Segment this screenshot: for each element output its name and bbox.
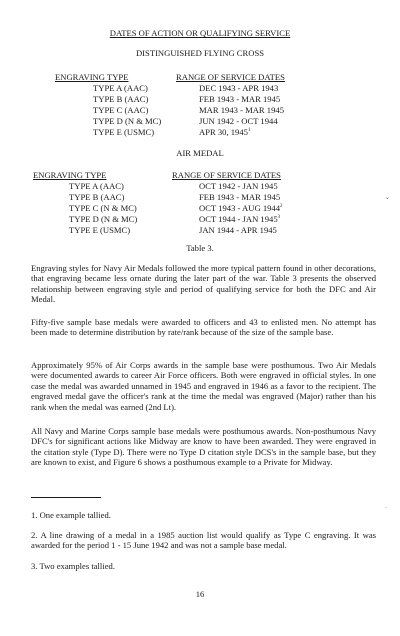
- dfc-row-range: JUN 1942 - OCT 1944: [199, 116, 278, 126]
- footnote-2: 2. A line drawing of a medal in a 1985 auction list would qualify as Type C engraving. It was awarded for the period 1 - 15 June 1942 and was not a sample base medal.: [31, 530, 376, 551]
- air-medal-row-range: OCT 1942 - JAN 1945: [199, 181, 278, 191]
- footnote-separator: [31, 497, 101, 498]
- air-medal-col-engraving-type: ENGRAVING TYPE: [33, 170, 107, 180]
- air-medal-row-range: FEB 1943 - MAR 1945: [199, 192, 281, 202]
- paragraph-air-corps-awards: Approximately 95% of Air Corps awards in the sample base were posthumous. Two Air Medals were documented awards to career Air Force officers. Both were engraved in official styles. In one case the medal was awarded unnamed in 1945 and engraved in 1946 as a favor to the recipient. The engraved medal gave the officer's rank at the time the medal was engraved (Major) rather than his rank when the medal was earned (2nd Lt).: [31, 360, 376, 412]
- dfc-row-type: TYPE A (AAC): [93, 83, 148, 93]
- dfc-row-range: APR 30, 1945$^1$: [199, 127, 251, 137]
- page-heading: DATES OF ACTION OR QUALIFYING SERVICE: [109, 28, 291, 38]
- dfc-col-range-of-service: RANGE OF SERVICE DATES: [176, 72, 285, 82]
- paragraph-engraving-styles: Engraving styles for Navy Air Medals followed the more typical pattern found in other decorations, that engraving became less ornate during the later part of the war. Table 3 presents the observed relationship between engraving style and period of qualifying service for both the DFC and Air Medal.: [31, 263, 376, 305]
- dfc-row-range: MAR 1943 - MAR 1945: [199, 105, 284, 115]
- dfc-row-type: TYPE C (AAC): [93, 105, 149, 115]
- air-medal-row-type: TYPE C (N & MC): [69, 203, 137, 213]
- footnote-3: 3. Two examples tallied.: [31, 561, 115, 571]
- dfc-row-type: TYPE D (N & MC): [93, 116, 162, 126]
- air-medal-row-type: TYPE D (N & MC): [69, 214, 138, 224]
- dfc-row-range: DEC 1943 - APR 1943: [199, 83, 279, 93]
- air-medal-row-type: TYPE E (USMC): [69, 225, 131, 235]
- scan-mark: ⌄: [385, 194, 391, 201]
- dfc-section-title: DISTINGUISHED FLYING CROSS: [135, 48, 265, 58]
- air-medal-col-range-of-service: RANGE OF SERVICE DATES: [172, 170, 281, 180]
- footnote-1: 1. One example tallied.: [31, 510, 111, 520]
- dfc-row-type: TYPE E (USMC): [93, 127, 155, 137]
- table-caption: Table 3.: [186, 243, 214, 253]
- air-medal-row-type: TYPE B (AAC): [69, 192, 125, 202]
- dfc-row-type: TYPE B (AAC): [93, 94, 149, 104]
- air-medal-section-title: AIR MEDAL: [176, 148, 224, 158]
- paragraph-navy-marine-awards: All Navy and Marine Corps sample base medals were posthumous awards. Non-posthumous Navy DFC's for significant actions like Midway are know to have been awarded. They were engraved in the citation style (Type D). There were no Type D citation style DCS's in the sample base, but they are known to exist, and Figure 6 shows a posthumous example to a Private for Midway.: [31, 426, 376, 468]
- air-medal-row-range: JAN 1944 - APR 1945: [199, 225, 277, 235]
- page-number: 16: [195, 589, 205, 599]
- air-medal-row-range: OCT 1944 - JAN 1945$^3$: [199, 214, 281, 224]
- dfc-row-range: FEB 1943 - MAR 1945: [199, 94, 281, 104]
- air-medal-row-range: OCT 1943 - AUG 1944$^2$: [199, 203, 283, 213]
- air-medal-row-type: TYPE A (AAC): [69, 181, 124, 191]
- dfc-col-engraving-type: ENGRAVING TYPE: [55, 72, 129, 82]
- scan-mark: ·: [385, 505, 387, 512]
- paragraph-sample-base: Fifty-five sample base medals were awarded to officers and 43 to enlisted men. No attempt has been made to determine distribution by rate/rank because of the size of the sample base.: [31, 317, 376, 338]
